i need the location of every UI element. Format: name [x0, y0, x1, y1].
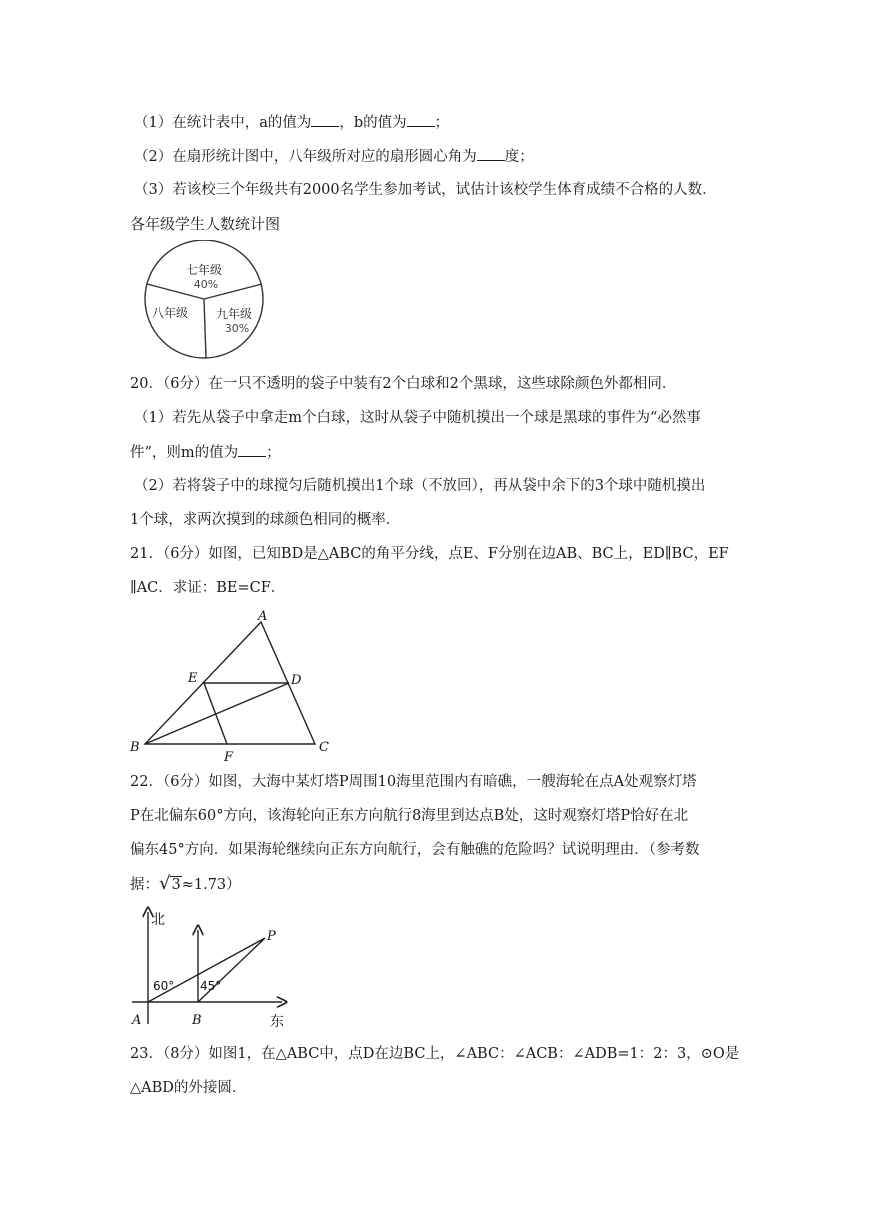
q23-line1: 23．（8分）如图1，在△ABC中，点D在边BC上，∠ABC：∠ACB：∠ADB=1：2：3，⊙O是 [130, 1046, 740, 1062]
q22-line4 [130, 874, 241, 895]
triangle-figure [124, 602, 344, 764]
angle-label-45: 45° [200, 979, 222, 993]
point-label-p: P [267, 929, 276, 944]
slice-label-grade8: 八年级 [151, 306, 189, 320]
point-label-a: A [132, 1013, 142, 1028]
q20-line4: （2）若将袋子中的球搅匀后随机摸出1个球（不放回），再从袋中余下的3个球中随机摸出 [134, 478, 706, 494]
q19-part2-text-b: 度； [504, 149, 534, 165]
slice-value-grade7: 40% [193, 278, 219, 291]
q22-line1: 22．（6分）如图，大海中某灯塔P周围10海里范围内有暗礁，一艘海轮在点A处观察灯塔 [130, 774, 697, 790]
q21-line1: 21．（6分）如图，已知BD是△ABC的角平分线，点E、F分别在边AB、BC上，ED∥BC，EF [130, 546, 729, 562]
sqrt-sign-icon: √ [159, 873, 171, 894]
q19-part1-text-b: ，b的值为 [339, 115, 407, 131]
slice-label-grade7: 七年级 [185, 263, 223, 277]
point-label-c: C [319, 740, 329, 755]
q20-line3-text-b: ； [266, 445, 281, 461]
pie-divider-bottom [204, 299, 206, 358]
segment-bd [145, 683, 289, 744]
answer-blank-angle [477, 146, 505, 161]
point-label-f: F [224, 750, 234, 764]
answer-blank-a [311, 112, 339, 127]
q22-line3: 偏东45°方向．如果海轮继续向正东方向航行，会有触礁的危险吗？试说明理由．（参考数 [130, 842, 700, 858]
q23-line2: △ABD的外接圆． [130, 1080, 247, 1096]
point-label-a: A [258, 609, 268, 624]
sqrt-argument: 3 [171, 877, 181, 893]
point-label-b: B [130, 740, 140, 755]
q22-line4-text-a: 据： [130, 877, 159, 893]
q20-line1: 20．（6分）在一只不透明的袋子中装有2个白球和2个黑球，这些球除颜色外都相同． [130, 376, 677, 392]
angle-label-60: 60° [153, 979, 175, 993]
q19-part3: （3）若该校三个年级共有2000名学生参加考试，试估计该校学生体育成绩不合格的人数． [134, 182, 717, 198]
q20-line3-text-a: 件”，则m的值为 [130, 445, 239, 461]
answer-blank-m [238, 442, 266, 457]
q20-line2: （1）若先从袋子中拿走m个白球，这时从袋子中随机摸出一个球是黑球的事件为“必然事 [134, 410, 701, 426]
navigation-figure [124, 902, 304, 1032]
q19-part2-text-a: （2）在扇形统计图中，八年级所对应的扇形圆心角为 [134, 149, 477, 165]
q20-line3 [130, 442, 281, 463]
point-label-b: B [192, 1013, 202, 1028]
east-label: 东 [270, 1014, 284, 1030]
q19-part1-text-a: （1）在统计表中，a的值为 [134, 115, 312, 131]
q22-line4-text-b: ≈1.73） [181, 877, 241, 893]
pie-chart [140, 240, 270, 364]
q19-part2 [134, 146, 534, 167]
q19-part1-text-c: ； [434, 115, 450, 131]
q20-line5: 1个球，求两次摸到的球颜色相同的概率． [130, 512, 401, 528]
q22-line2: P在北偏东60°方向，该海轮向正东方向航行8海里到达点B处，这时观察灯塔P恰好在北 [130, 808, 689, 824]
q21-line2: ∥AC．求证：BE=CF． [130, 580, 286, 596]
chart-title: 各年级学生人数统计图 [130, 215, 281, 233]
q19-part1 [134, 112, 449, 133]
north-label: 北 [151, 912, 165, 928]
answer-blank-b [407, 112, 435, 127]
point-label-e: E [188, 671, 198, 686]
point-label-d: D [291, 673, 302, 688]
slice-value-grade9: 30% [224, 322, 250, 335]
slice-label-grade9: 九年级 [215, 307, 253, 321]
